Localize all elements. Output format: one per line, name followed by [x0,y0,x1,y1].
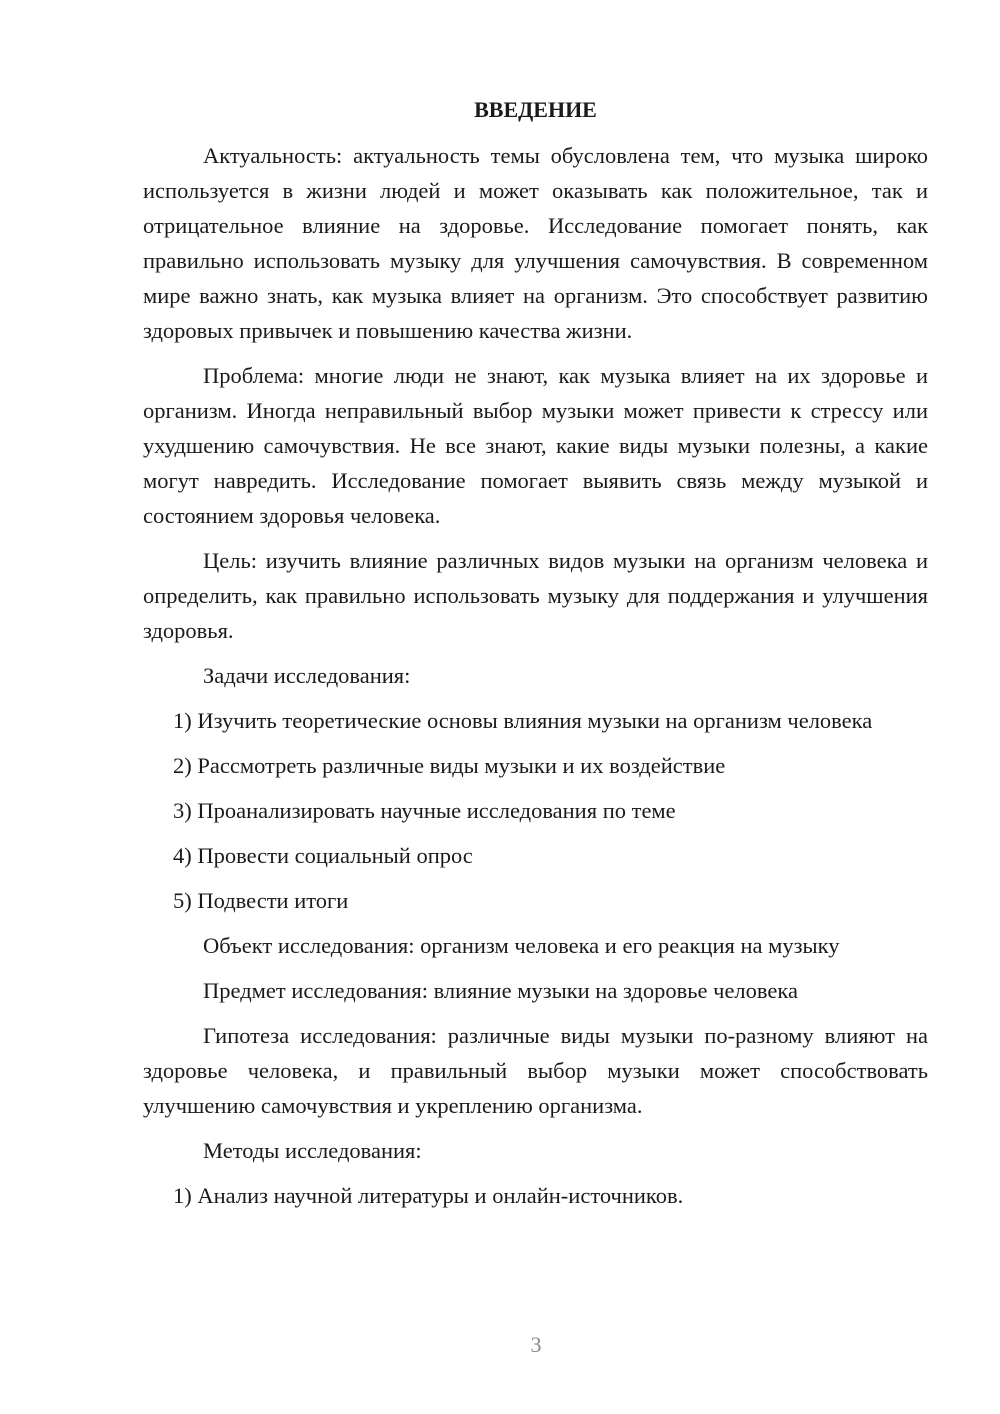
methods-heading: Методы исследования: [203,1138,422,1163]
page-number: 3 [530,1332,542,1357]
subject-paragraph: Предмет исследования: влияние музыки на здоровье человека [203,978,798,1003]
problem-paragraph: Проблема: многие люди не знают, как музыка влияет на их здоровье и организм. Иногда неправильный выбор музыки может привести к стрессу или ухудшению самочувствия. Не все знают, какие виды музыки полезны, а какие могут навредить. Исследование помогает выявить связь между музыкой и состоянием здоровья человека. [143,363,928,528]
tasks-heading: Задачи исследования: [203,663,411,688]
task-item-1: 1) Изучить теоретические основы влияния музыки на организм человека [173,708,873,733]
relevance-paragraph: Актуальность: актуальность темы обусловлена тем, что музыка широко используется в жизни людей и может оказывать как положительное, так и отрицательное влияние на здоровье. Исследование помогает понять, как правильно использовать музыку для улучшения самочувствия. В современном мире важно знать, как музыка влияет на организм. Это способствует развитию здоровых привычек и повышению качества жизни. [143,143,928,343]
task-item-3: 3) Проанализировать научные исследования по теме [173,798,676,823]
page-title: ВВЕДЕНИЕ [474,97,597,122]
goal-paragraph: Цель: изучить влияние различных видов музыки на организм человека и определить, как правильно использовать музыку для поддержания и улучшения здоровья. [143,548,928,643]
page-content [143,92,928,1223]
task-item-4: 4) Провести социальный опрос [173,843,473,868]
method-item-1: 1) Анализ научной литературы и онлайн-источников. [173,1183,684,1208]
task-item-2: 2) Рассмотреть различные виды музыки и их воздействие [173,753,726,778]
task-item-5: 5) Подвести итоги [173,888,349,913]
hypothesis-paragraph: Гипотеза исследования: различные виды музыки по-разному влияют на здоровье человека, и правильный выбор музыки может способствовать улучшению самочувствия и укреплению организма. [143,1023,928,1118]
object-paragraph: Объект исследования: организм человека и его реакция на музыку [203,933,840,958]
